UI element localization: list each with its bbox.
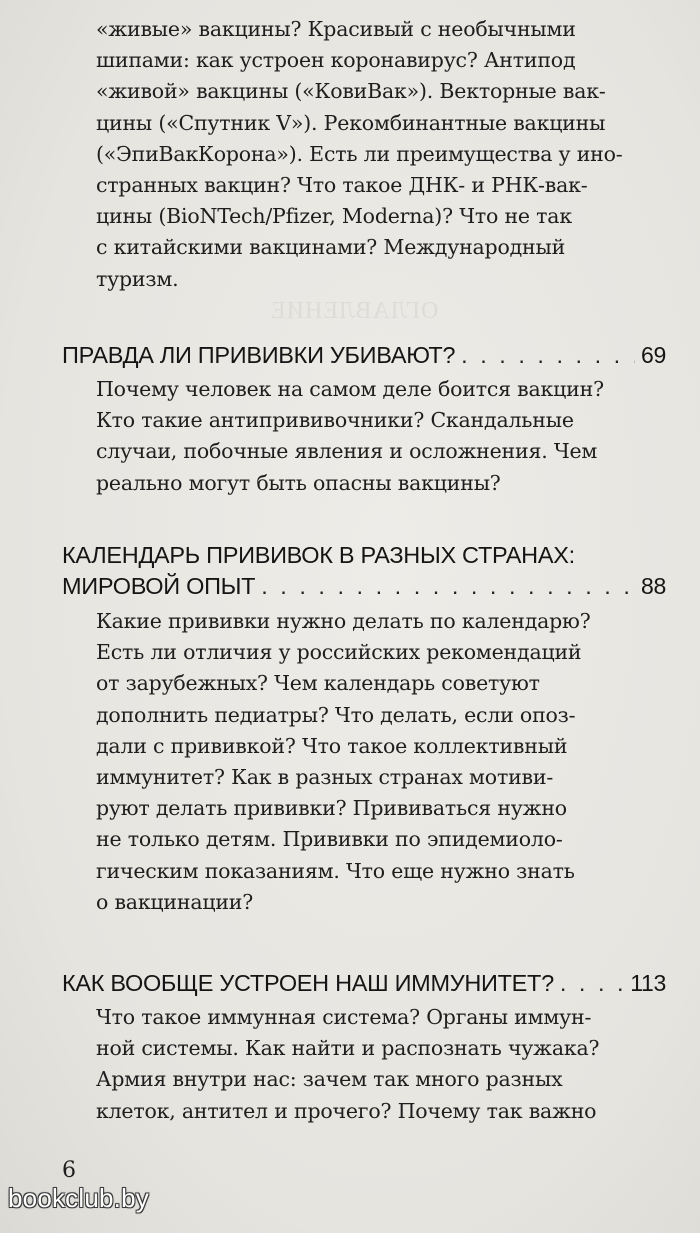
section-description (0, 1002, 616, 1127)
description-line: гическим показаниям. Что еще нужно знать (96, 858, 575, 883)
toc-entry-heading[interactable] (62, 540, 666, 602)
description-line: шипами: как устроен коронавирус? Антипод (96, 48, 576, 73)
description-line: «живой» вакцины («КовиВак»). Векторные вак- (96, 79, 606, 104)
description-line: дали с прививкой? Что такое коллективный (96, 733, 568, 758)
description-line: случаи, побочные явления и осложнения. Чем (96, 439, 598, 464)
toc-leader-dots (560, 968, 624, 999)
description-line: клеток, антител и прочего? Почему так важно (96, 1098, 597, 1123)
description-line: реально могут быть опасны вакцины? (96, 470, 501, 495)
description-line: странных вакцин? Что такое ДНК- и РНК-вак- (96, 173, 588, 198)
description-line: цины (BioNTech/Pfizer, Moderna)? Что не так (96, 204, 572, 229)
toc-entry-title: КАЛЕНДАРЬ ПРИВИВОК В РАЗНЫХ СТРАНАХ: (62, 542, 575, 568)
description-line: иммунитет? Как в разных странах мотиви- (96, 765, 554, 790)
toc-entry-page: 113 (630, 970, 666, 996)
toc-entry-page: 69 (641, 342, 666, 368)
description-line: Что такое иммунная система? Органы иммун- (96, 1005, 592, 1029)
description-line: цины («Спутник V»). Рекомбинантные вакцины (96, 110, 606, 135)
toc-entry-title: ПРАВДА ЛИ ПРИВИВКИ УБИВАЮТ? (62, 342, 456, 368)
section-description (0, 14, 623, 295)
description-line: Почему человек на самом деле боится вакцин? (96, 377, 604, 401)
description-line: ной системы. Как найти и распознать чужака? (96, 1036, 600, 1061)
toc-entry-heading[interactable] (62, 340, 666, 371)
description-line: Какие прививки нужно делать по календарю? (96, 609, 591, 633)
toc-section (0, 374, 700, 499)
toc-leader-dots (261, 571, 635, 602)
toc-section-continued (0, 14, 700, 295)
description-line: («ЭпиВакКорона»). Есть ли преимущества у ино- (96, 141, 623, 166)
description-line: с китайскими вакцинами? Международный (96, 235, 566, 260)
section-description (0, 606, 616, 918)
description-line: Есть ли отличия у российских рекомендаций (96, 640, 582, 665)
description-line: «живые» вакцины? Красивый с необычными (96, 17, 576, 41)
toc-section (0, 606, 700, 918)
description-line: о вакцинации? (96, 889, 254, 914)
section-description (0, 374, 616, 499)
page-number: 6 (62, 1158, 76, 1183)
bleed-through-text: ОГЛАВЛЕНИЕ (270, 298, 439, 324)
toc-entry-title: МИРОВОЙ ОПЫТ (62, 573, 256, 599)
watermark-logo: bookclub.by (8, 1183, 149, 1213)
toc-leader-dots (461, 340, 635, 371)
description-line: туризм. (96, 266, 179, 291)
description-line: дополнить педиатры? Что делать, если опоз- (96, 702, 576, 727)
description-line: от зарубежных? Чем календарь советуют (96, 671, 540, 696)
toc-section (0, 1002, 700, 1127)
description-line: Армия внутри нас: зачем так много разных (96, 1067, 563, 1092)
description-line: руют делать прививки? Прививаться нужно (96, 796, 567, 821)
description-line: Кто такие антипрививочники? Скандальные (96, 408, 574, 433)
description-line: не только детям. Прививки по эпидемиоло- (96, 827, 563, 852)
toc-entry-heading[interactable] (62, 968, 666, 999)
toc-entry-page: 88 (641, 573, 666, 599)
toc-entry-title: КАК ВООБЩЕ УСТРОЕН НАШ ИММУНИТЕТ? (62, 970, 554, 996)
